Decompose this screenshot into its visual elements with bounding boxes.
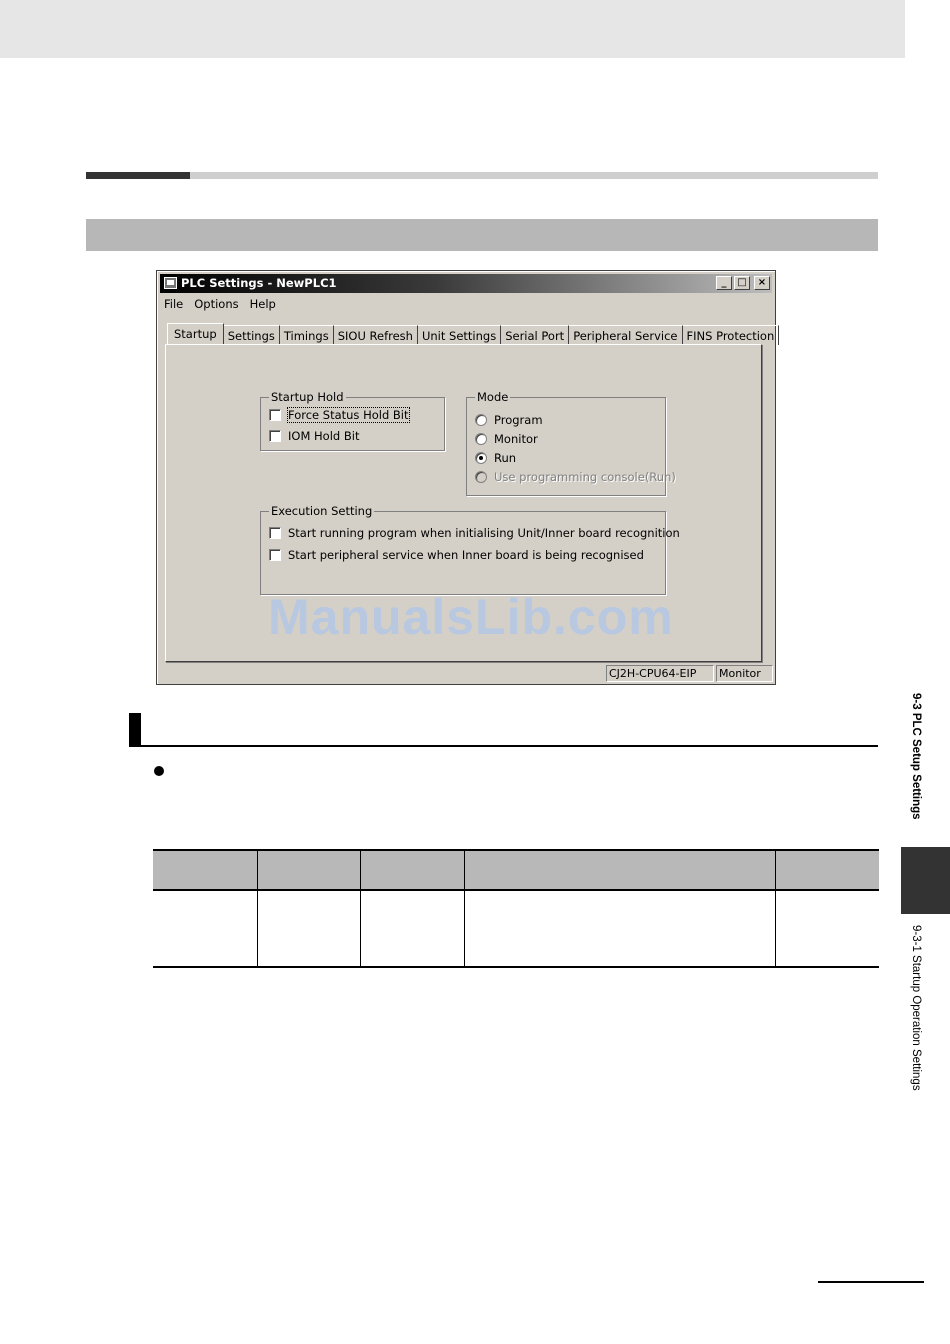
table-column-divider [360,849,361,968]
mode-console-label: Use programming console(Run) [494,470,676,484]
tab-strip [167,323,779,345]
mode-console-option [475,470,676,484]
tab-settings[interactable]: Settings [224,325,280,345]
section-rule [129,745,878,747]
maximize-button[interactable]: □ [734,276,750,290]
tab-serial-port[interactable]: Serial Port [501,325,569,345]
title-bar[interactable] [160,274,772,293]
iom-hold-bit-label: IOM Hold Bit [288,429,360,443]
mode-program-radio[interactable] [475,414,487,426]
start-peripheral-service-checkbox[interactable] [269,549,281,561]
watermark: ManualsLib.com [268,589,674,645]
menu-options[interactable]: Options [194,297,239,311]
start-running-program-checkbox[interactable] [269,527,281,539]
window-controls [716,276,770,290]
settings-table [153,849,879,969]
footer-rule [818,1281,924,1283]
side-subsection-title: 9-3-1 Startup Operation Settings [910,925,922,1091]
mode-group [466,390,676,496]
table-column-divider [775,849,776,968]
force-status-hold-bit-option[interactable] [269,408,409,422]
mode-run-option[interactable] [475,451,516,465]
startup-hold-group [260,390,445,451]
mode-label: Mode [477,390,509,404]
plc-app-icon [164,277,177,289]
table-header-row [153,849,879,891]
force-status-hold-bit-checkbox[interactable] [269,409,281,421]
startup-hold-label: Startup Hold [271,390,344,404]
table-bottom-rule [153,966,879,968]
close-button[interactable]: × [754,276,770,290]
heading-rule [86,172,878,179]
mode-run-label: Run [494,451,517,465]
tab-unit-settings[interactable]: Unit Settings [418,325,501,345]
heading-rule-accent [86,172,190,179]
mode-run-radio[interactable] [475,452,487,464]
side-thumb-tab [901,847,950,914]
tab-siou-refresh[interactable]: SIOU Refresh [334,325,418,345]
status-cpu-model: CJ2H-CPU64-EIP [606,665,714,682]
tab-timings[interactable]: Timings [280,325,334,345]
mode-monitor-option[interactable] [475,432,538,446]
tab-startup[interactable]: Startup [167,323,224,345]
bullet-icon [154,766,164,776]
tab-fins-protection[interactable]: FINS Protection [683,325,780,345]
window-title: PLC Settings - NewPLC1 [181,276,337,290]
start-running-program-option[interactable] [269,526,680,540]
section-marker [129,713,141,746]
side-section-title: 9-3 PLC Setup Settings [910,693,922,820]
menu-bar [164,297,276,311]
subheading-bar [86,219,878,251]
iom-hold-bit-option[interactable] [269,429,359,443]
start-peripheral-service-option[interactable] [269,548,644,562]
start-peripheral-service-label: Start peripheral service when Inner board is being recognised [288,548,644,562]
minimize-button[interactable]: _ [716,276,732,290]
force-status-hold-bit-label: Force Status Hold Bit [288,408,409,422]
execution-setting-group [260,504,680,595]
mode-console-radio [475,471,487,483]
menu-help[interactable]: Help [249,297,276,311]
page-top-band [0,0,905,58]
mode-monitor-radio[interactable] [475,433,487,445]
tab-peripheral-service[interactable]: Peripheral Service [569,325,682,345]
mode-program-option[interactable] [475,413,543,427]
status-mode: Monitor [716,665,773,682]
mode-program-label: Program [494,413,543,427]
table-column-divider [257,849,258,968]
table-column-divider [464,849,465,968]
execution-setting-label: Execution Setting [271,504,373,518]
iom-hold-bit-checkbox[interactable] [269,430,281,442]
mode-monitor-label: Monitor [494,432,538,446]
start-running-program-label: Start running program when initialising Unit/Inner board recognition [288,526,680,540]
menu-file[interactable]: File [164,297,184,311]
